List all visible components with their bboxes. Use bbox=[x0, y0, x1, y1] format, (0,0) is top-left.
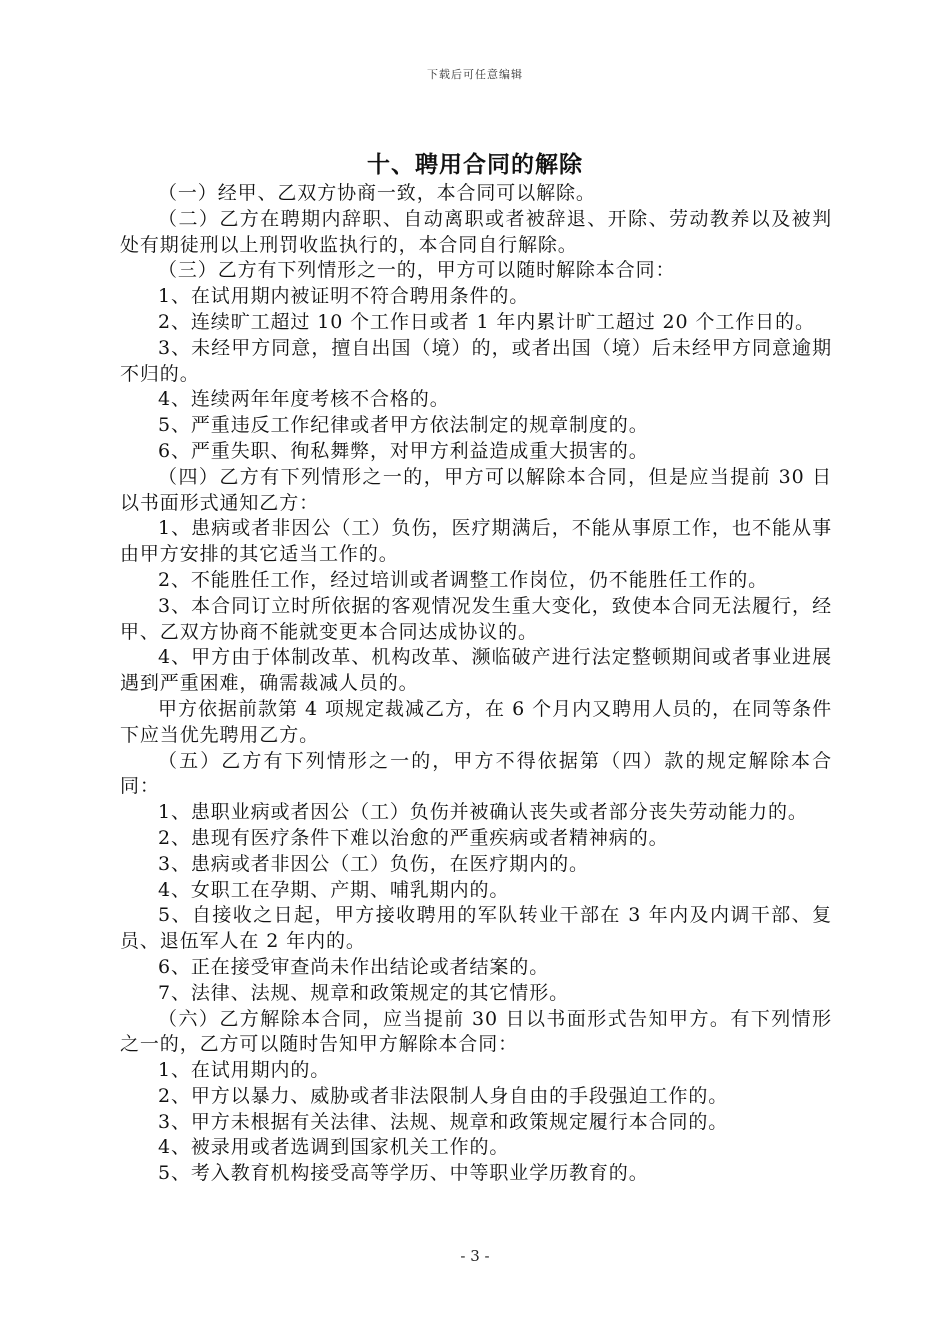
paragraph: 4、甲方由于体制改革、机构改革、濒临破产进行法定整顿期间或者事业进展遇到严重困难，确需裁减人员的。 bbox=[120, 646, 832, 695]
paragraph: 7、法律、法规、规章和政策规定的其它情形。 bbox=[158, 981, 569, 1004]
paragraph: 5、考入教育机构接受高等学历、中等职业学历教育的。 bbox=[158, 1162, 649, 1185]
paragraph: 2、甲方以暴力、威胁或者非法限制人身自由的手段强迫工作的。 bbox=[158, 1084, 729, 1107]
section-title: 十、聘用合同的解除 bbox=[367, 152, 583, 178]
paragraph: 1、患病或者非因公（工）负伤，医疗期满后，不能从事原工作，也不能从事由甲方安排的其它适当工作的。 bbox=[120, 517, 832, 566]
paragraph: 6、严重失职、徇私舞弊，对甲方利益造成重大损害的。 bbox=[158, 439, 649, 462]
paragraph: 1、在试用期内的。 bbox=[158, 1059, 331, 1082]
paragraph: 1、患职业病或者因公（工）负伤并被确认丧失或者部分丧失劳动能力的。 bbox=[158, 801, 808, 824]
paragraph: 6、正在接受审查尚未作出结论或者结案的。 bbox=[158, 955, 550, 978]
paragraph: 4、连续两年年度考核不合格的。 bbox=[158, 388, 450, 411]
paragraph: 3、未经甲方同意，擅自出国（境）的，或者出国（境）后未经甲方同意逾期不归的。 bbox=[120, 336, 832, 385]
document-body bbox=[120, 181, 832, 1187]
paragraph: 5、严重违反工作纪律或者甲方依法制定的规章制度的。 bbox=[158, 414, 649, 437]
paragraph: （一）经甲、乙双方协商一致，本合同可以解除。 bbox=[158, 182, 596, 204]
paragraph: （三）乙方有下列情形之一的，甲方可以随时解除本合同： bbox=[158, 259, 676, 282]
paragraph: 1、在试用期内被证明不符合聘用条件的。 bbox=[158, 285, 530, 308]
paragraph: 4、被录用或者选调到国家机关工作的。 bbox=[158, 1136, 510, 1159]
paragraph: 3、患病或者非因公（工）负伤，在医疗期内的。 bbox=[158, 852, 589, 875]
paragraph: 3、本合同订立时所依据的客观情况发生重大变化，致使本合同无法履行，经甲、乙双方协商不能就变更本合同达成协议的。 bbox=[120, 594, 832, 643]
paragraph: （二）乙方在聘期内辞职、自动离职或者被辞退、开除、劳动教养以及被判处有期徒刑以上刑罚收监执行的，本合同自行解除。 bbox=[120, 207, 832, 256]
paragraph: （五）乙方有下列情形之一的，甲方不得依据第（四）款的规定解除本合同： bbox=[120, 749, 832, 798]
paragraph: （六）乙方解除本合同，应当提前 30 日以书面形式告知甲方。有下列情形之一的，乙方可以随时告知甲方解除本合同： bbox=[120, 1007, 832, 1056]
page-header-note: 下载后可任意编辑 bbox=[427, 68, 523, 81]
paragraph: 甲方依据前款第 4 项规定裁减乙方，在 6 个月内又聘用人员的，在同等条件下应当优先聘用乙方。 bbox=[120, 697, 832, 746]
paragraph: 2、患现有医疗条件下难以治愈的严重疾病或者精神病的。 bbox=[158, 826, 669, 849]
paragraph: 2、不能胜任工作，经过培训或者调整工作岗位，仍不能胜任工作的。 bbox=[158, 568, 768, 591]
paragraph: 2、连续旷工超过 10 个工作日或者 1 年内累计旷工超过 20 个工作日的。 bbox=[158, 310, 815, 333]
paragraph: 4、女职工在孕期、产期、哺乳期内的。 bbox=[158, 878, 510, 901]
paragraph: 3、甲方未根据有关法律、法规、规章和政策规定履行本合同的。 bbox=[158, 1110, 729, 1133]
paragraph: 5、自接收之日起，甲方接收聘用的军队转业干部在 3 年内及内调干部、复员、退伍军人在 2 年内的。 bbox=[120, 904, 832, 953]
paragraph: （四）乙方有下列情形之一的，甲方可以解除本合同，但是应当提前 30 日以书面形式通知乙方： bbox=[120, 465, 832, 514]
page-number: - 3 - bbox=[460, 1247, 490, 1265]
